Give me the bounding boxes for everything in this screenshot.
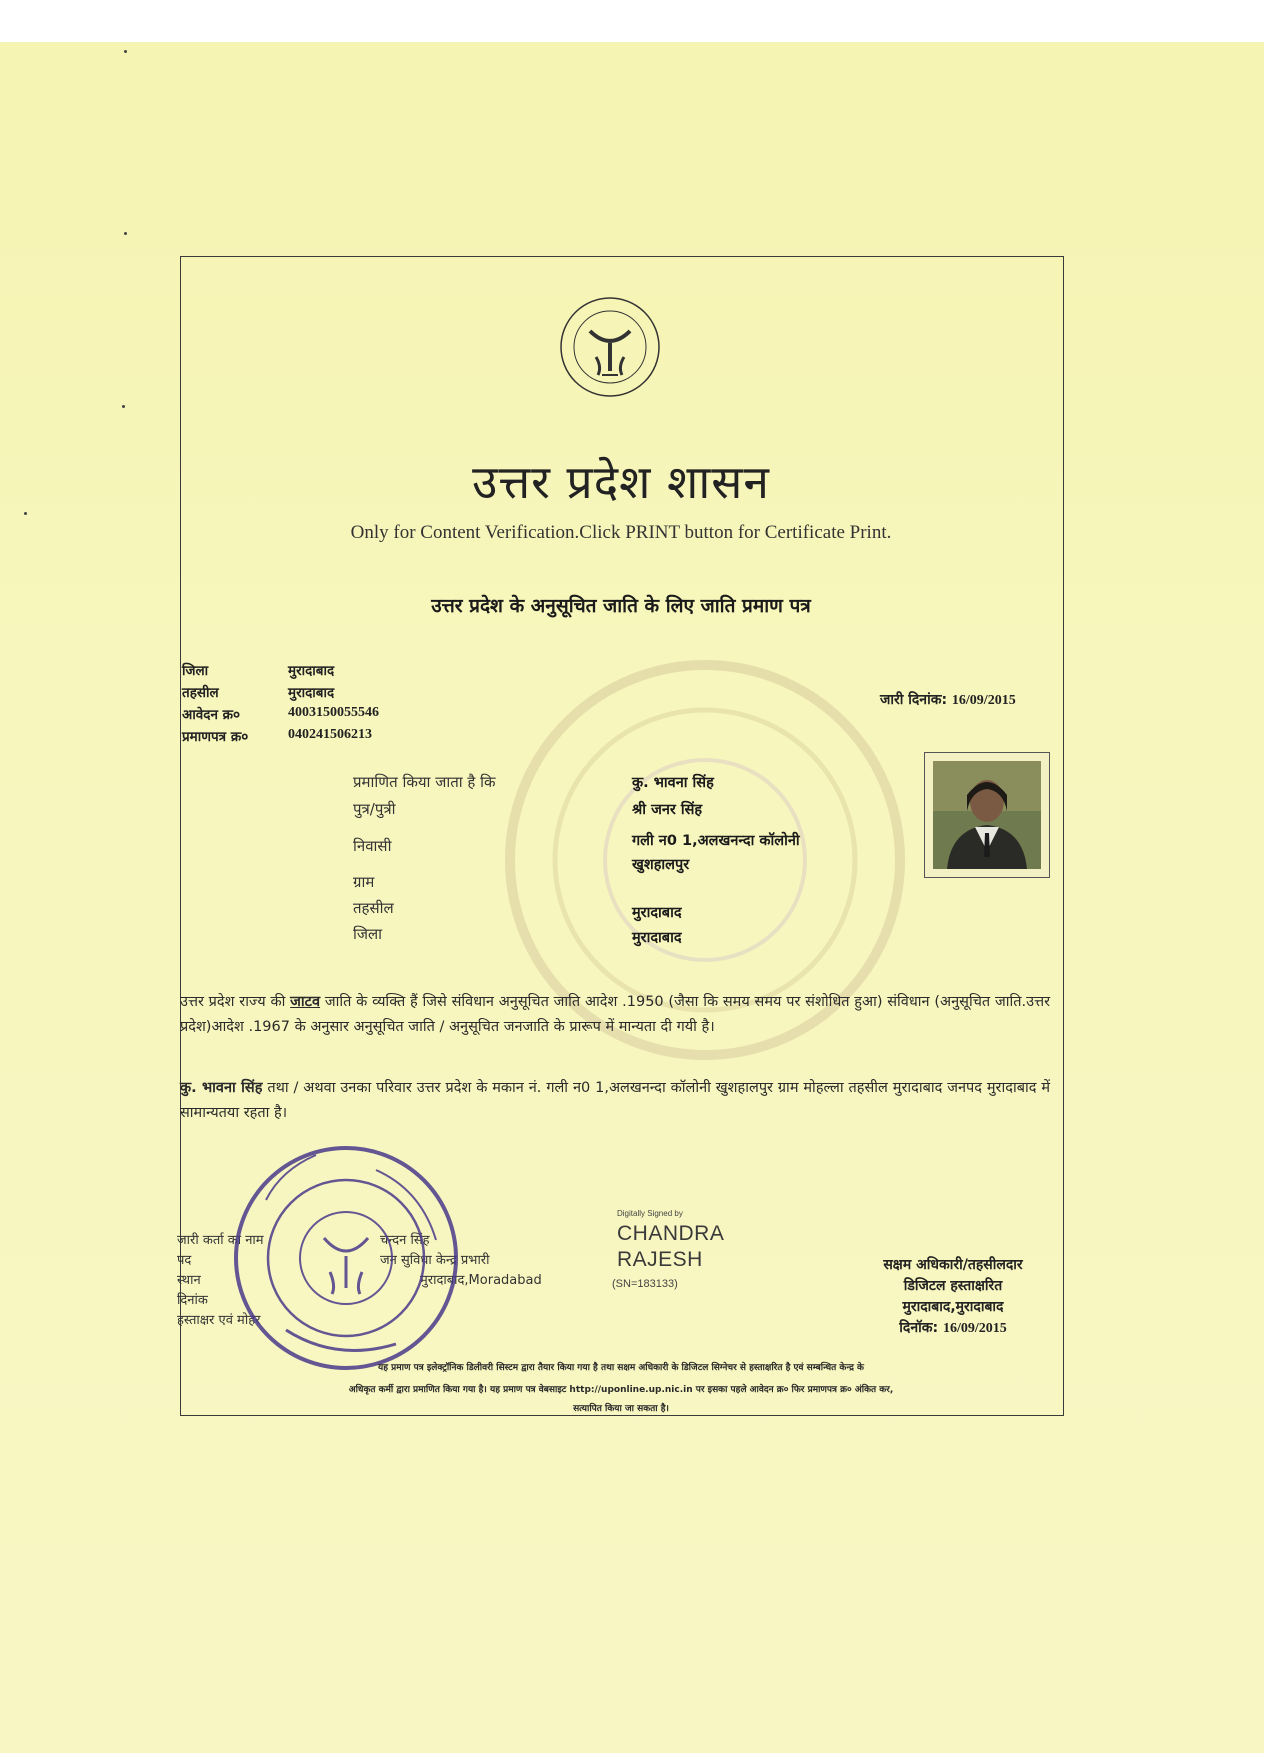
detail-district-label: जिला: [353, 925, 383, 943]
parent-name: श्री जनर सिंह: [632, 802, 703, 818]
officer-digital-signed: डिजिटल हस्ताक्षरित: [903, 1278, 1003, 1294]
issue-date-value: 16/09/2015: [951, 693, 1016, 708]
residence-name: कु. भावना सिंह: [180, 1080, 263, 1096]
detail-tehsil-value: मुरादाबाद: [632, 905, 682, 921]
sign-seal-label: हस्ताक्षर एवं मोहर: [177, 1313, 261, 1328]
certificate-number-value: 040241506213: [288, 727, 372, 742]
footer-line-2: अधिकृत कर्मी द्वारा प्रमाणित किया गया है। यह प्रमाण पत्र वेबसाइट http://uponline.up.nic.in पर इसका पहले आवेदन क्र० फिर प्रमाणपत्र क्र० अंकित कर,: [348, 1385, 894, 1395]
resident-label: निवासी: [353, 837, 392, 855]
digital-signer-first-name: CHANDRA: [617, 1222, 725, 1245]
resident-locality: खुशहालपुर: [632, 857, 690, 873]
issuer-date-label: दिनांक: [177, 1293, 208, 1308]
scan-speck: [124, 50, 127, 53]
application-number-label: आवेदन क्र०: [182, 707, 241, 723]
applicant-photo-frame: [924, 752, 1050, 878]
application-number-value: 4003150055546: [288, 705, 379, 720]
caste-name: जाटव: [290, 994, 321, 1010]
detail-district-value: मुरादाबाद: [632, 930, 682, 946]
jan-suvidha-kendra-stamp: [226, 1130, 488, 1380]
village-label: ग्राम: [353, 873, 375, 891]
district-label: जिला: [182, 663, 209, 679]
digital-signature-serial: (SN=183133): [612, 1278, 678, 1290]
issuer-name: चन्दन सिंह: [380, 1233, 430, 1248]
place-label: स्थान: [177, 1273, 201, 1288]
government-title: उत्तर प्रदेश शासन: [472, 455, 770, 509]
officer-date: [838, 1318, 1068, 1337]
officer-date-value: 16/09/2015: [942, 1321, 1007, 1336]
up-government-emblem: [558, 295, 662, 399]
certificate-number-label: प्रमाणपत्र क्र०: [182, 729, 249, 745]
officer-location: मुरादाबाद,मुरादाबाद: [902, 1299, 1004, 1315]
issuer-label: जारी कर्ता का नाम: [177, 1233, 264, 1248]
parent-label: पुत्र/पुत्री: [353, 800, 396, 818]
certified-label: प्रमाणित किया जाता है कि: [353, 773, 496, 791]
officer-title: सक्षम अधिकारी/तहसीलदार: [883, 1257, 1023, 1273]
applicant-photo: [933, 761, 1041, 869]
certificate-title: उत्तर प्रदेश के अनुसूचित जाति के लिए जाति प्रमाण पत्र: [431, 595, 811, 617]
residence-statement-rest: तथा / अथवा उनका परिवार उत्तर प्रदेश के मकान नं. गली न0 1,अलखनन्दा कॉलोनी खुशहालपुर ग्राम मोहल्ला तहसील मुरादाबाद जनपद मुरादाबाद में सामान्यतया रहता है।: [180, 1080, 1051, 1121]
scan-speck: [124, 232, 127, 235]
officer-date-label: दिनॉक:: [899, 1320, 939, 1336]
tehsil-value: मुरादाबाद: [288, 685, 335, 701]
caste-statement-rest: जाति के व्यक्ति हैं जिसे संविधान अनुसूचित जाति आदेश .1950 (जैसा कि समय समय पर संशोधित हुआ) संविधान (अनुसूचित जाति.उत्तर प्रदेश)आदेश .1967 के अनुसार अनुसूचित जाति / अनुसूचित जनजाति के प्रारूप में मान्यता दी गयी है।: [180, 994, 1051, 1035]
scan-speck: [24, 512, 27, 515]
digital-signer-last-name: RAJESH: [617, 1248, 703, 1271]
certified-name: कु. भावना सिंह: [632, 775, 714, 791]
scan-top-margin: [0, 0, 1264, 42]
tehsil-label: तहसील: [182, 685, 219, 701]
residence-statement: [180, 1076, 1050, 1126]
caste-statement-start: उत्तर प्रदेश राज्य की: [180, 994, 286, 1010]
digital-signature-caption: Digitally Signed by: [617, 1209, 683, 1218]
verification-notice: Only for Content Verification.Click PRINT button for Certificate Print.: [350, 522, 892, 543]
district-value: मुरादाबाद: [288, 663, 335, 679]
issue-date-label: जारी दिनांक:: [880, 692, 948, 708]
caste-statement: [180, 990, 1050, 1040]
resident-address: गली न0 1,अलखनन्दा कॉलोनी: [632, 833, 800, 849]
issue-date: [880, 690, 1016, 709]
post-label: पद: [177, 1253, 192, 1268]
footer-line-1: यह प्रमाण पत्र इलेक्ट्रॉनिक डिलीवरी सिस्टम द्वारा तैयार किया गया है तथा सक्षम अधिकारी के डिजिटल सिग्नेचर से हस्ताक्षरित है एवं सम्बन्धित केन्द्र के: [378, 1363, 864, 1373]
post-value: जन सुविधा केन्द्र प्रभारी: [380, 1253, 490, 1268]
place-value: मुरादाबाद,Moradabad: [420, 1273, 542, 1288]
detail-tehsil-label: तहसील: [353, 899, 394, 917]
scan-speck: [122, 405, 125, 408]
footer-line-3: सत्यापित किया जा सकता है।: [573, 1404, 669, 1414]
